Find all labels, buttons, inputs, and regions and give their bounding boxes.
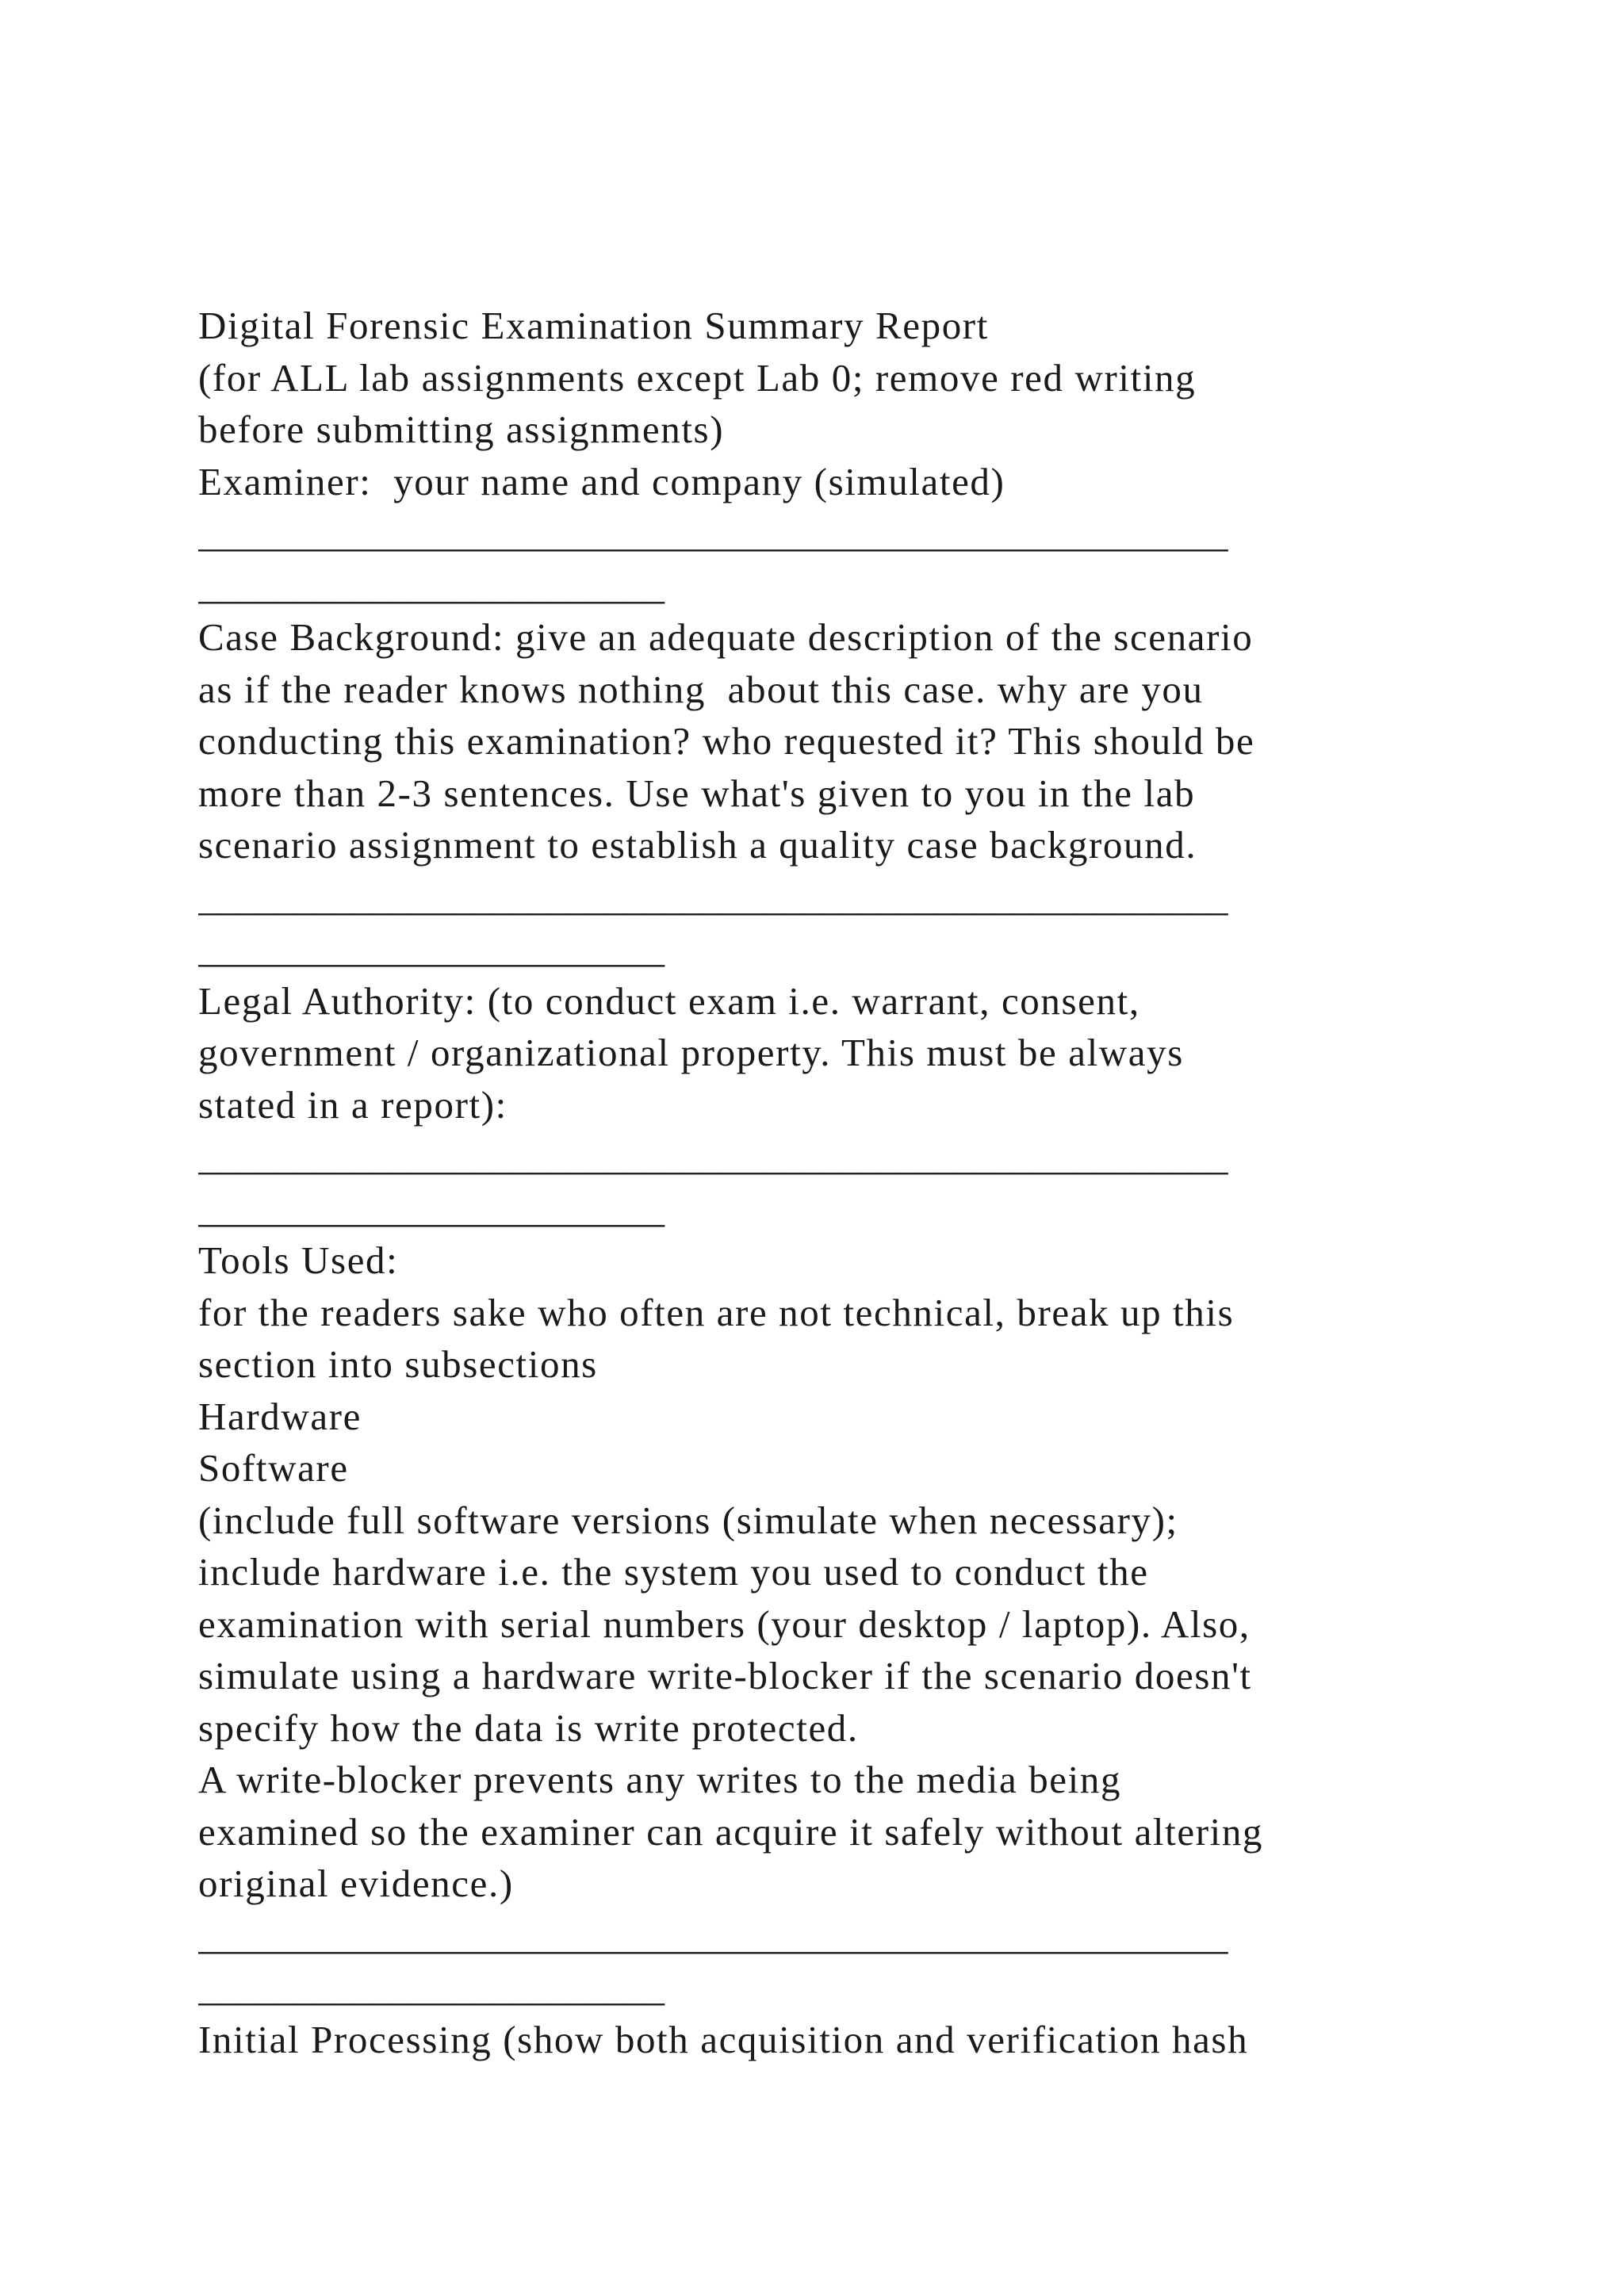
report-subtitle-line-1: (for ALL lab assignments except Lab 0; remove red writing (198, 355, 1197, 400)
divider-long: _____________________________________________________ (198, 1913, 1228, 1957)
case-background-section (198, 611, 1507, 871)
legal-authority-section (198, 975, 1507, 1131)
initial-processing-line: Initial Processing (show both acquisition and verification hash (198, 2017, 1249, 2061)
tools-used-line: examined so the examiner can acquire it safely without altering (198, 1809, 1264, 1854)
tools-used-line: Software (198, 1446, 349, 1490)
legal-authority-line: government / organizational property. This must be always (198, 1031, 1184, 1074)
tools-used-section (198, 1234, 1507, 1910)
divider-long: _____________________________________________________ (198, 1135, 1228, 1178)
divider-short: ________________________ (198, 1965, 665, 2009)
tools-used-line: Hardware (198, 1394, 362, 1438)
examiner-line: Examiner: your name and company (simulated) (198, 459, 1005, 503)
tools-used-line: for the readers sake who often are not technical, break up this (198, 1290, 1235, 1334)
case-background-line: scenario assignment to establish a quality case background. (198, 823, 1197, 867)
report-subtitle-line-2: before submitting assignments) (198, 408, 725, 451)
tools-used-line: specify how the data is write protected. (198, 1705, 859, 1750)
tools-used-line: original evidence.) (198, 1862, 514, 1905)
tools-used-line: Tools Used: (198, 1238, 399, 1282)
divider-long: _____________________________________________________ (198, 874, 1228, 919)
legal-authority-line: Legal Authority: (to conduct exam i.e. warrant, consent, (198, 978, 1140, 1023)
case-background-line: conducting this examination? who requested it? This should be (198, 719, 1255, 763)
report-title: Digital Forensic Examination Summary Report (198, 304, 989, 347)
case-background-line: Case Background: give an adequate description of the scenario (198, 615, 1254, 659)
case-background-line: more than 2-3 sentences. Use what's given to you in the lab (198, 771, 1196, 815)
tools-used-line: simulate using a hardware write-blocker if the scenario doesn't (198, 1654, 1252, 1697)
tools-used-line: section into subsections (198, 1342, 598, 1386)
tools-used-line: A write-blocker prevents any writes to the media being (198, 1758, 1122, 1801)
legal-authority-line: stated in a report): (198, 1082, 508, 1127)
tools-used-line: examination with serial numbers (your desktop / laptop). Also, (198, 1601, 1251, 1646)
divider-long: _____________________________________________________ (198, 511, 1228, 555)
tools-used-line: (include full software versions (simulate when necessary); (198, 1498, 1178, 1542)
tools-used-line: include hardware i.e. the system you used to conduct the (198, 1550, 1149, 1594)
divider-short: ________________________ (198, 927, 665, 970)
document-body (198, 300, 1507, 2065)
divider-short: ________________________ (198, 1186, 665, 1230)
divider-short: ________________________ (198, 563, 665, 607)
case-background-line: as if the reader knows nothing about this case. why are you (198, 667, 1204, 711)
